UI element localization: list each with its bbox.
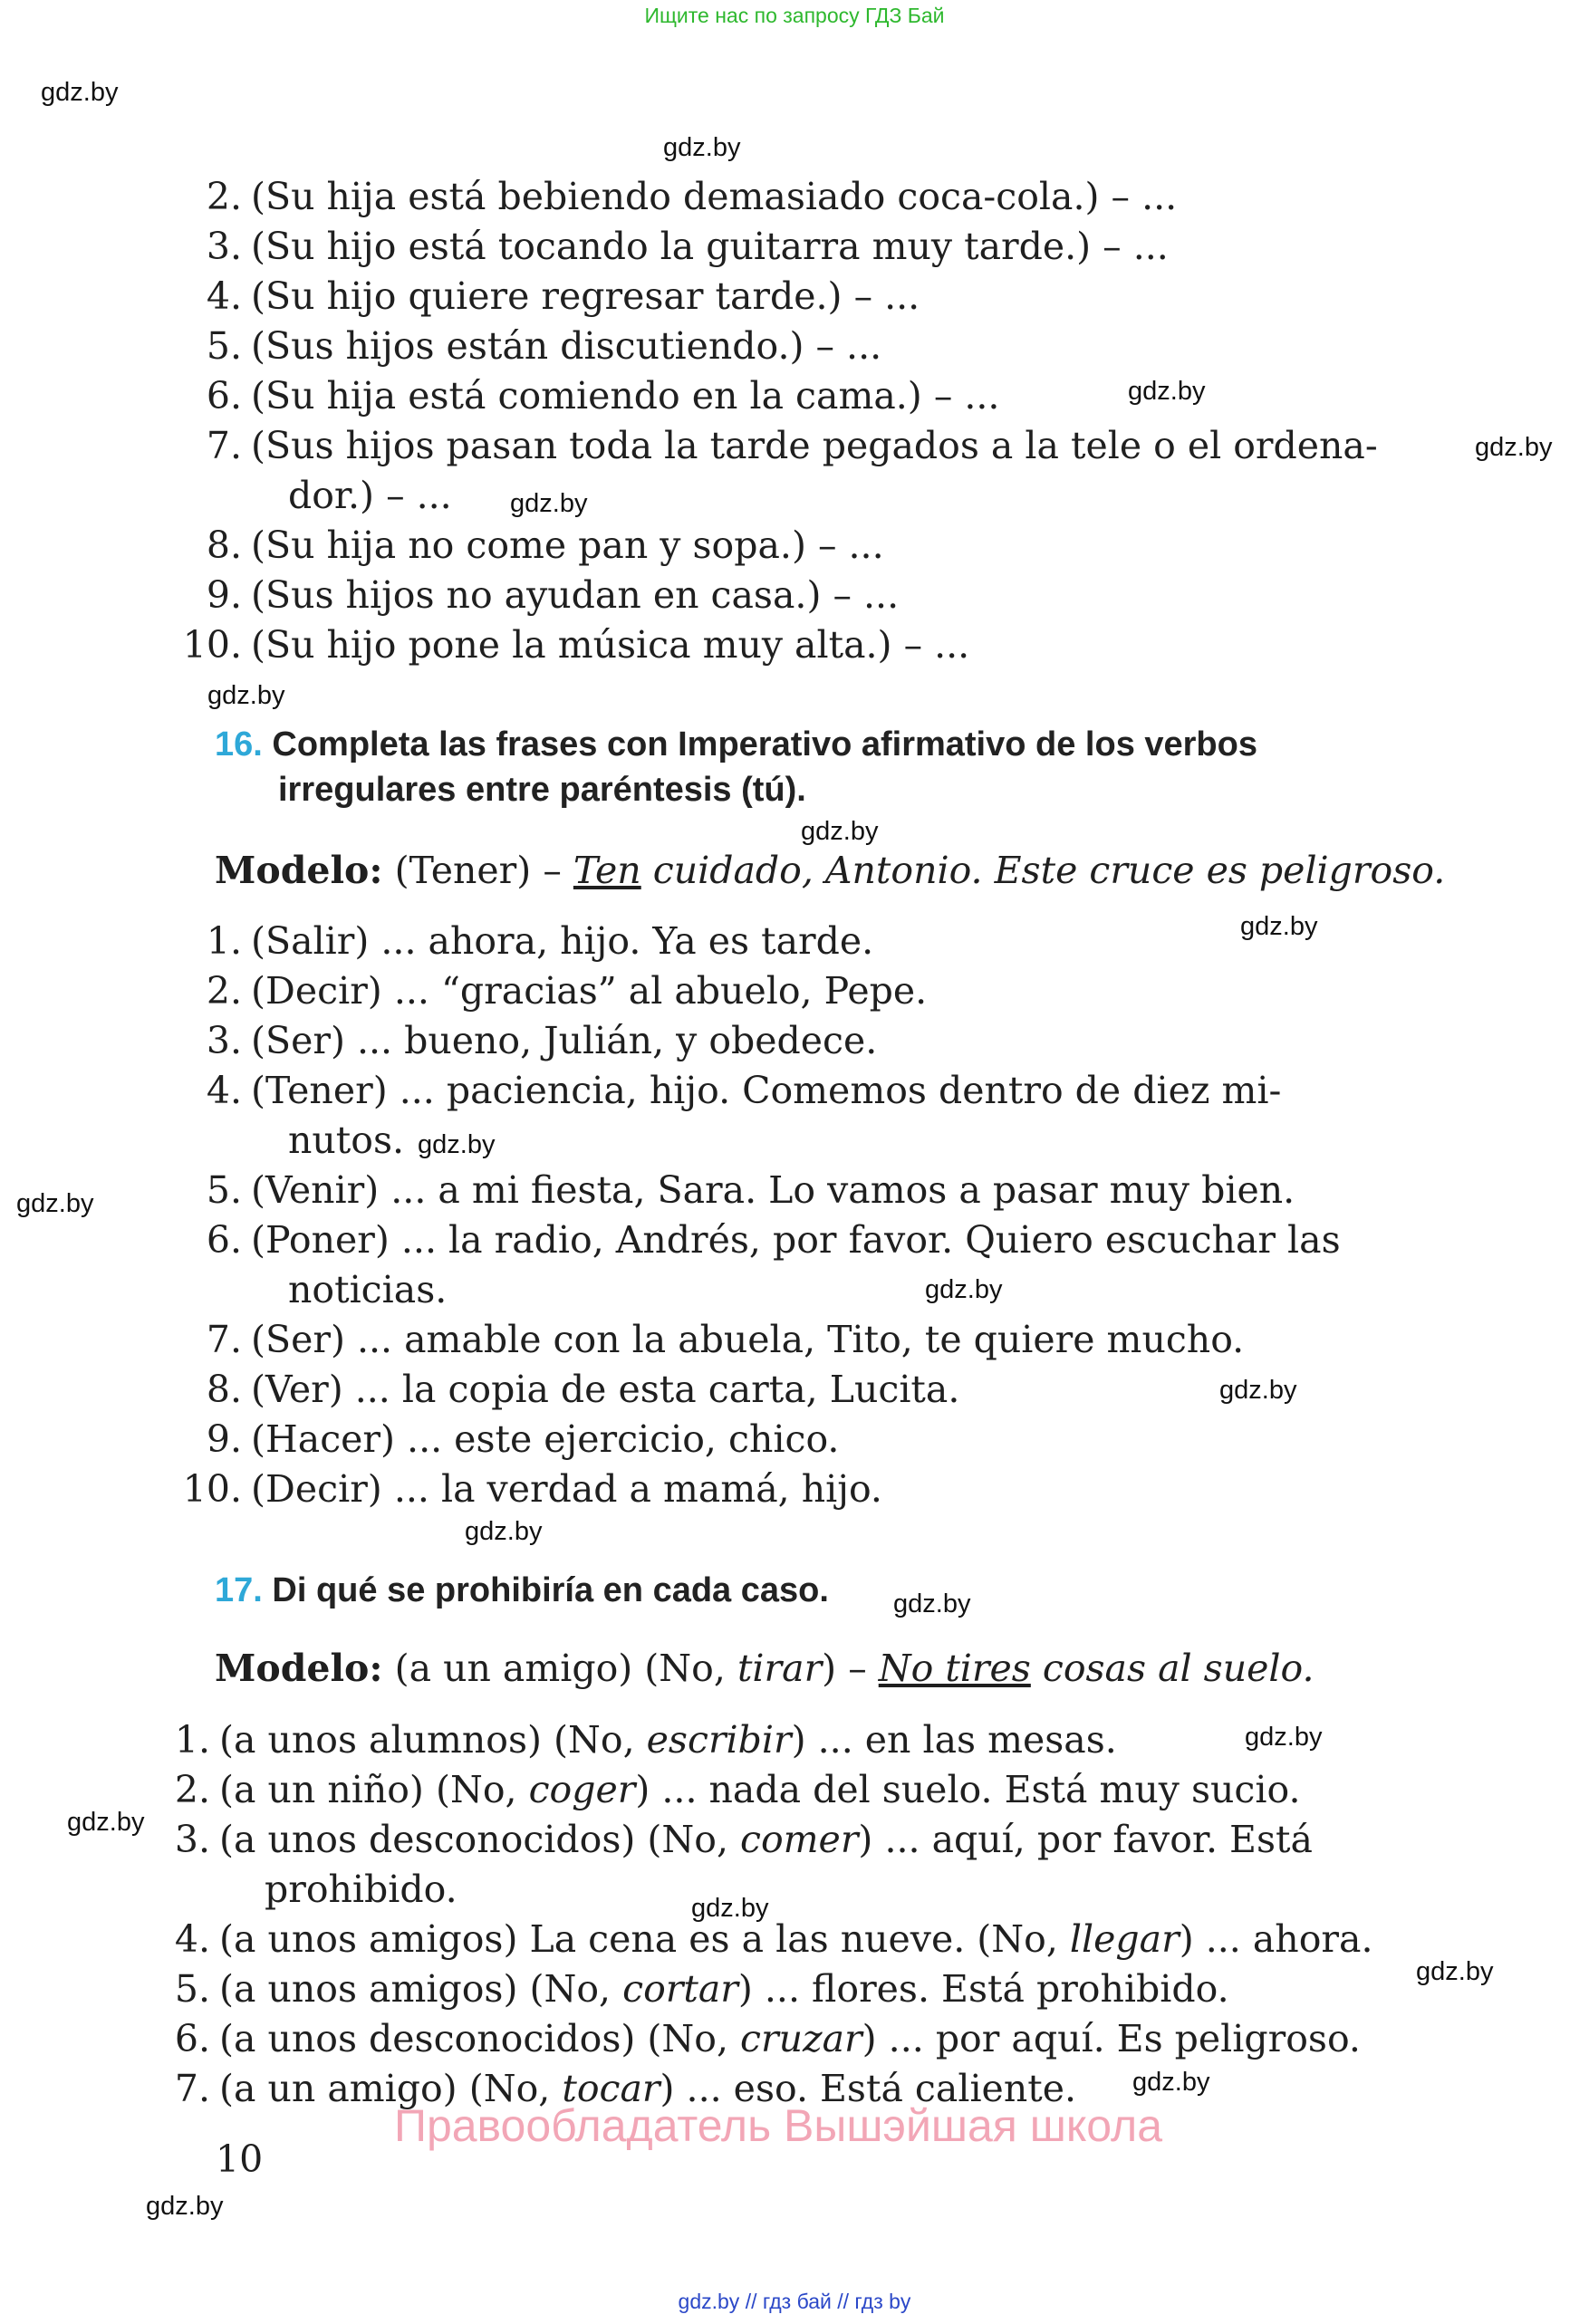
list-item: 10. (Decir) ... la verdad a mamá, hijo. [182,1467,882,1511]
list-item: 8. (Ver) ... la copia de esta carta, Lucita. [206,1368,960,1411]
list-item: 4. (Su hijo quiere regresar tarde.) – ... [206,274,920,318]
watermark: gdz.by [16,1189,94,1218]
exercise-number: 17. [215,1571,263,1609]
watermark: gdz.by [418,1130,496,1159]
watermark: gdz.by [691,1894,769,1923]
watermark: gdz.by [1132,2068,1210,2097]
list-item: 4. (Tener) ... paciencia, hijo. Comemos dentro de diez mi- [206,1069,1282,1112]
top-banner: Ищите нас по запросу ГДЗ Бай [644,4,945,27]
list-item: 7. (a un amigo) (No, tocar) ... eso. Está caliente. [174,2067,1077,2110]
watermark: gdz.by [465,1517,543,1546]
list-item: 5. (Sus hijos están discutiendo.) – ... [206,324,882,368]
watermark: gdz.by [510,489,588,518]
exercise-16-model: Modelo: (Tener) – Ten cuidado, Antonio. Este cruce es peligroso. [215,849,1446,892]
list-item: 5. (Venir) ... a mi fiesta, Sara. Lo vamos a pasar muy bien. [206,1168,1295,1212]
list-item: 2. (a un niño) (No, coger) ... nada del suelo. Está muy sucio. [174,1768,1301,1811]
exercise-17-heading: 17. Di qué se prohibiría en cada caso. [215,1571,829,1609]
list-item: 1. (Salir) ... ahora, hijo. Ya es tarde. [206,919,874,963]
list-item-continuation: noticias. [288,1268,448,1311]
watermark: gdz.by [801,817,879,846]
list-item-continuation: prohibido. [265,1868,457,1911]
list-item: 6. (a unos desconocidos) (No, cruzar) ... por aquí. Es peligroso. [174,2017,1361,2060]
list-item: 1. (a unos alumnos) (No, escribir) ... en las mesas. [174,1718,1117,1762]
list-item: 7. (Ser) ... amable con la abuela, Tito, te quiere mucho. [206,1318,1245,1361]
list-item: 6. (Su hija está comiendo en la cama.) – ... [206,374,1000,418]
watermark: gdz.by [41,78,119,107]
list-item: 3. (Ser) ... bueno, Julián, y obedece. [206,1019,878,1062]
watermark: gdz.by [1416,1957,1494,1986]
watermark: gdz.by [1219,1376,1297,1405]
watermark: gdz.by [663,133,741,162]
list-item: 10. (Su hijo pone la música muy alta.) – ... [182,623,970,667]
watermark: gdz.by [1240,912,1318,941]
list-item: 9. (Sus hijos no ayudan en casa.) – ... [206,573,900,617]
watermark: gdz.by [1245,1723,1323,1752]
list-item-continuation: dor.) – ... [288,474,452,517]
exercise-17-model: Modelo: (a un amigo) (No, tirar) – No tires cosas al suelo. [215,1647,1315,1690]
list-item: 3. (a unos desconocidos) (No, comer) ... aquí, por favor. Está [174,1818,1313,1861]
watermark: gdz.by [893,1589,971,1618]
list-item: 5. (a unos amigos) (No, cortar) ... flores. Está prohibido. [174,1967,1229,2011]
copyright-notice: Правообладатель Вышэйшая школа [394,2100,1162,2151]
watermark: gdz.by [925,1275,1003,1304]
list-item-continuation: nutos. [288,1119,405,1162]
watermark: gdz.by [1128,377,1206,406]
list-item: 8. (Su hija no come pan y sopa.) – ... [206,523,884,567]
list-item: 2. (Decir) ... “gracias” al abuelo, Pepe. [206,969,928,1013]
watermark: gdz.by [207,681,285,710]
exercise-number: 16. [215,725,263,763]
list-item: 3. (Su hijo está tocando la guitarra muy tarde.) – ... [206,225,1169,268]
watermark: gdz.by [67,1808,145,1837]
list-item: 6. (Poner) ... la radio, Andrés, por favor. Quiero escuchar las [206,1218,1341,1262]
list-item: 9. (Hacer) ... este ejercicio, chico. [206,1417,840,1461]
watermark: gdz.by [1475,433,1553,462]
list-item: 4. (a unos amigos) La cena es a las nueve. (No, llegar) ... ahora. [174,1917,1373,1961]
footer-links[interactable]: gdz.by // гдз бай // гдз by [678,2290,911,2313]
list-item: 7. (Sus hijos pasan toda la tarde pegados a la tele o el ordena- [206,424,1378,467]
exercise-16-heading-line2: irregulares entre paréntesis (tú). [278,771,806,809]
exercise-16-heading: 16. Completa las frases con Imperativo afirmativo de los verbos [215,725,1257,763]
page-number: 10 [216,2137,264,2181]
watermark: gdz.by [146,2192,224,2221]
list-item: 2. (Su hija está bebiendo demasiado coca-cola.) – ... [206,175,1178,218]
